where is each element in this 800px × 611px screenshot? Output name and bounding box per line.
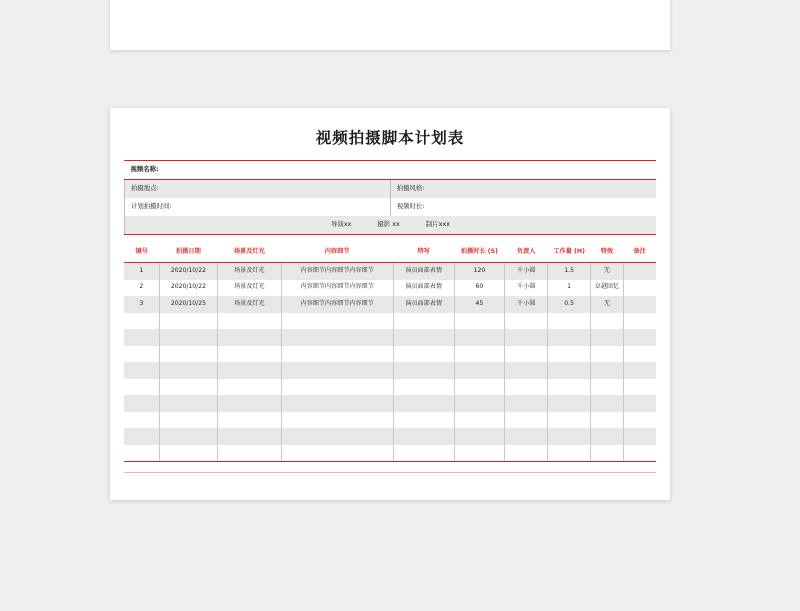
cell-scene[interactable] bbox=[218, 395, 281, 412]
shot-list-body bbox=[124, 263, 656, 462]
column-header-owner: 负责人 bbox=[505, 243, 548, 263]
cell-closeup[interactable]: 演员面部表情 bbox=[393, 296, 454, 313]
cell-detail[interactable] bbox=[281, 428, 393, 445]
cell-duration[interactable] bbox=[454, 445, 505, 462]
cell-shot-no[interactable]: 3 bbox=[124, 296, 159, 313]
cell-duration[interactable] bbox=[454, 313, 505, 330]
director-name: 导演xx bbox=[331, 220, 352, 229]
table-row bbox=[124, 412, 656, 429]
cell-duration[interactable] bbox=[454, 428, 505, 445]
cell-detail[interactable] bbox=[281, 412, 393, 429]
previous-page-content bbox=[124, 0, 656, 50]
cell-duration[interactable]: 45 bbox=[454, 296, 505, 313]
column-header-closeup: 特写 bbox=[393, 243, 454, 263]
cell-workload[interactable] bbox=[548, 362, 591, 379]
cell-scene[interactable]: 场景及灯光 bbox=[218, 263, 281, 280]
spacer bbox=[124, 462, 656, 472]
cell-duration[interactable]: 60 bbox=[454, 280, 505, 297]
spacer bbox=[124, 235, 656, 243]
video-name-label: 视频名称: bbox=[125, 161, 657, 180]
cell-effects[interactable] bbox=[591, 346, 624, 363]
cell-detail[interactable]: 内容细节内容细节内容细节 bbox=[281, 263, 393, 280]
cell-shot-no[interactable] bbox=[124, 329, 159, 346]
cell-shot-no[interactable] bbox=[124, 428, 159, 445]
cell-effects[interactable]: 无 bbox=[591, 263, 624, 280]
cell-duration[interactable] bbox=[454, 329, 505, 346]
table-row bbox=[124, 362, 656, 379]
cell-closeup[interactable] bbox=[393, 329, 454, 346]
location-style-row bbox=[125, 180, 657, 199]
cell-effects[interactable] bbox=[591, 428, 624, 445]
cell-duration[interactable] bbox=[454, 395, 505, 412]
cell-date[interactable]: 2020/10/25 bbox=[159, 296, 217, 313]
crew-cell bbox=[125, 216, 657, 234]
column-header-effects: 特效 bbox=[591, 243, 624, 263]
cell-date[interactable] bbox=[159, 362, 217, 379]
crew-row bbox=[125, 216, 657, 234]
document-sheet bbox=[110, 108, 670, 500]
photographer-name: 摄影 xx bbox=[377, 220, 400, 229]
cell-duration[interactable]: 120 bbox=[454, 263, 505, 280]
cell-date[interactable] bbox=[159, 313, 217, 330]
cell-workload[interactable] bbox=[548, 313, 591, 330]
cell-closeup[interactable] bbox=[393, 445, 454, 462]
column-header-scene: 场景及灯光 bbox=[218, 243, 281, 263]
cell-date[interactable] bbox=[159, 379, 217, 396]
table-row bbox=[124, 428, 656, 445]
cell-detail[interactable]: 内容细节内容细节内容细节 bbox=[281, 280, 393, 297]
cell-closeup[interactable]: 演员面部表情 bbox=[393, 280, 454, 297]
cell-detail[interactable] bbox=[281, 379, 393, 396]
cell-closeup[interactable]: 演员面部表情 bbox=[393, 263, 454, 280]
cell-shot-no[interactable] bbox=[124, 346, 159, 363]
cell-workload[interactable]: 1 bbox=[548, 280, 591, 297]
cell-effects[interactable] bbox=[591, 395, 624, 412]
style-label[interactable]: 拍摄风格: bbox=[390, 180, 656, 199]
page-title: 视频拍摄脚本计划表 bbox=[315, 129, 465, 147]
crew-list bbox=[318, 221, 463, 228]
document-content bbox=[124, 108, 656, 500]
cell-date[interactable] bbox=[159, 329, 217, 346]
cell-workload[interactable] bbox=[548, 379, 591, 396]
producer-name: 制片xxx bbox=[425, 220, 450, 229]
table-row bbox=[124, 313, 656, 330]
column-header-workload: 工作量 (H) bbox=[548, 243, 591, 263]
cell-notes[interactable] bbox=[623, 428, 656, 445]
column-header-notes: 备注 bbox=[623, 243, 656, 263]
table-row bbox=[124, 263, 656, 280]
cell-closeup[interactable] bbox=[393, 313, 454, 330]
cell-date[interactable] bbox=[159, 428, 217, 445]
plan-time-label[interactable]: 计划拍摄时间: bbox=[125, 198, 391, 216]
cell-notes[interactable] bbox=[623, 329, 656, 346]
column-header-shot-no: 镜号 bbox=[124, 243, 159, 263]
cell-shot-no[interactable] bbox=[124, 379, 159, 396]
cell-owner[interactable] bbox=[505, 329, 548, 346]
shot-list-table bbox=[124, 243, 656, 461]
cell-owner[interactable]: 千小圆 bbox=[505, 263, 548, 280]
red-rule-page-footer bbox=[124, 472, 656, 473]
column-header-date: 拍摄日期 bbox=[159, 243, 217, 263]
column-header-duration: 拍摄时长 (S) bbox=[454, 243, 505, 263]
cell-duration[interactable] bbox=[454, 379, 505, 396]
cell-notes[interactable] bbox=[623, 280, 656, 297]
cell-effects[interactable] bbox=[591, 329, 624, 346]
cell-shot-no[interactable] bbox=[124, 445, 159, 462]
cell-notes[interactable] bbox=[623, 445, 656, 462]
cell-notes[interactable] bbox=[623, 412, 656, 429]
cell-duration[interactable] bbox=[454, 362, 505, 379]
video-name-row bbox=[125, 161, 657, 180]
cell-effects[interactable] bbox=[591, 362, 624, 379]
cell-workload[interactable] bbox=[548, 395, 591, 412]
cell-effects[interactable] bbox=[591, 445, 624, 462]
cell-shot-no[interactable]: 1 bbox=[124, 263, 159, 280]
cell-owner[interactable] bbox=[505, 346, 548, 363]
cell-scene[interactable]: 场景及灯光 bbox=[218, 296, 281, 313]
location-label[interactable]: 拍摄地点: bbox=[125, 180, 391, 199]
cell-workload[interactable]: 1.5 bbox=[548, 263, 591, 280]
cell-date[interactable] bbox=[159, 412, 217, 429]
cell-duration[interactable] bbox=[454, 346, 505, 363]
cell-notes[interactable] bbox=[623, 263, 656, 280]
cell-scene[interactable] bbox=[218, 313, 281, 330]
cell-effects[interactable]: 无 bbox=[591, 296, 624, 313]
cell-shot-no[interactable] bbox=[124, 412, 159, 429]
table-row bbox=[124, 395, 656, 412]
cell-owner[interactable] bbox=[505, 445, 548, 462]
cell-workload[interactable] bbox=[548, 445, 591, 462]
cell-shot-no[interactable] bbox=[124, 395, 159, 412]
cell-scene[interactable]: 场景及灯光 bbox=[218, 280, 281, 297]
cell-notes[interactable] bbox=[623, 362, 656, 379]
cell-scene[interactable] bbox=[218, 412, 281, 429]
cell-notes[interactable] bbox=[623, 296, 656, 313]
cell-owner[interactable] bbox=[505, 428, 548, 445]
cell-shot-no[interactable]: 2 bbox=[124, 280, 159, 297]
table-row bbox=[124, 346, 656, 363]
cell-closeup[interactable] bbox=[393, 412, 454, 429]
info-table-body bbox=[125, 161, 657, 234]
cell-detail[interactable] bbox=[281, 362, 393, 379]
info-table bbox=[124, 161, 656, 234]
cell-detail[interactable]: 内容细节内容细节内容细节 bbox=[281, 296, 393, 313]
cell-owner[interactable] bbox=[505, 412, 548, 429]
cell-detail[interactable] bbox=[281, 313, 393, 330]
cell-effects[interactable]: 卓越回忆 bbox=[591, 280, 624, 297]
plantime-duration-row bbox=[125, 198, 657, 216]
cell-closeup[interactable] bbox=[393, 395, 454, 412]
cell-owner[interactable]: 千小圆 bbox=[505, 280, 548, 297]
cell-scene[interactable] bbox=[218, 379, 281, 396]
cell-date[interactable] bbox=[159, 395, 217, 412]
cell-effects[interactable] bbox=[591, 313, 624, 330]
cell-notes[interactable] bbox=[623, 313, 656, 330]
cell-closeup[interactable] bbox=[393, 346, 454, 363]
cell-scene[interactable] bbox=[218, 428, 281, 445]
cell-shot-no[interactable] bbox=[124, 362, 159, 379]
cell-owner[interactable] bbox=[505, 362, 548, 379]
cell-closeup[interactable] bbox=[393, 428, 454, 445]
cell-scene[interactable] bbox=[218, 362, 281, 379]
cell-workload[interactable] bbox=[548, 412, 591, 429]
cell-detail[interactable] bbox=[281, 329, 393, 346]
cell-closeup[interactable] bbox=[393, 362, 454, 379]
cell-date[interactable] bbox=[159, 346, 217, 363]
cell-notes[interactable] bbox=[623, 379, 656, 396]
cell-effects[interactable] bbox=[591, 379, 624, 396]
cell-workload[interactable] bbox=[548, 428, 591, 445]
cell-detail[interactable] bbox=[281, 395, 393, 412]
table-row bbox=[124, 280, 656, 297]
table-row bbox=[124, 379, 656, 396]
cell-shot-no[interactable] bbox=[124, 313, 159, 330]
cell-detail[interactable] bbox=[281, 346, 393, 363]
cell-date[interactable] bbox=[159, 445, 217, 462]
cell-scene[interactable] bbox=[218, 445, 281, 462]
cell-detail[interactable] bbox=[281, 445, 393, 462]
cell-effects[interactable] bbox=[591, 412, 624, 429]
cell-owner[interactable] bbox=[505, 379, 548, 396]
shot-list-header bbox=[124, 243, 656, 263]
cell-owner[interactable] bbox=[505, 313, 548, 330]
cell-closeup[interactable] bbox=[393, 379, 454, 396]
cell-notes[interactable] bbox=[623, 346, 656, 363]
table-row bbox=[124, 296, 656, 313]
table-row bbox=[124, 445, 656, 462]
cell-date[interactable]: 2020/10/22 bbox=[159, 263, 217, 280]
table-row bbox=[124, 329, 656, 346]
cell-duration[interactable] bbox=[454, 412, 505, 429]
table-header-row bbox=[124, 243, 656, 263]
cell-notes[interactable] bbox=[623, 395, 656, 412]
cell-workload[interactable] bbox=[548, 329, 591, 346]
cell-owner[interactable] bbox=[505, 395, 548, 412]
cell-scene[interactable] bbox=[218, 346, 281, 363]
cell-workload[interactable] bbox=[548, 346, 591, 363]
cell-workload[interactable]: 0.5 bbox=[548, 296, 591, 313]
column-header-detail: 内容细节 bbox=[281, 243, 393, 263]
previous-page-sheet bbox=[110, 0, 670, 50]
cell-owner[interactable]: 千小圆 bbox=[505, 296, 548, 313]
cell-date[interactable]: 2020/10/22 bbox=[159, 280, 217, 297]
cell-scene[interactable] bbox=[218, 329, 281, 346]
duration-label[interactable]: 视频时长: bbox=[390, 198, 656, 216]
